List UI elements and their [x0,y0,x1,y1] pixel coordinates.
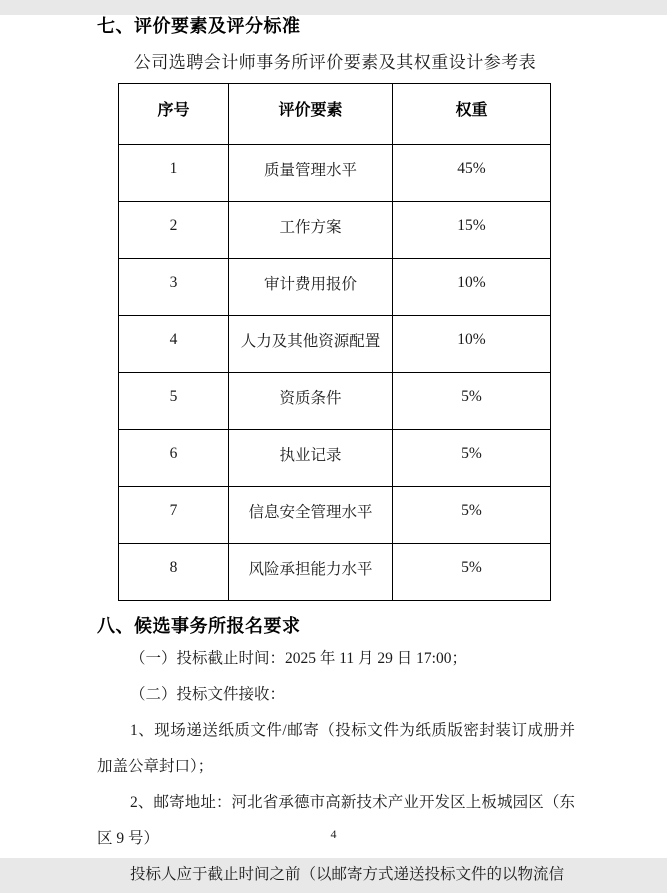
table-row [119,544,551,601]
table-cell: 风险承担能力水平 [229,544,393,601]
table-row [119,316,551,373]
table-cell: 7 [119,487,229,544]
section-7-heading: 七、评价要素及评分标准 [97,16,301,37]
paragraph-document-reception: （二）投标文件接收： [130,686,286,703]
table-row [119,373,551,430]
table-cell: 5% [393,430,551,487]
table-title: 公司选聘会计师事务所评价要素及其权重设计参考表 [133,53,537,72]
column-header-weight: 权重 [393,84,551,145]
table-cell: 5% [393,487,551,544]
table-cell: 2 [119,202,229,259]
section-8-heading: 八、候选事务所报名要求 [97,616,301,637]
table-cell: 10% [393,316,551,373]
table-cell: 45% [393,145,551,202]
table-row [119,259,551,316]
table-row [119,487,551,544]
table-body [119,145,551,601]
column-header-number: 序号 [119,84,229,145]
table-row [119,145,551,202]
paragraph-bid-deadline: （一）投标截止时间：2025 年 11 月 29 日 17:00； [130,650,467,667]
table-row [119,202,551,259]
table-cell: 工作方案 [229,202,393,259]
paragraph-mailing-address: 2、邮寄地址：河北省承德市高新技术产业开发区上板城园区（东区 9 号） [97,794,575,847]
table-row [119,84,551,145]
table-cell: 质量管理水平 [229,145,393,202]
table-cell: 人力及其他资源配置 [229,316,393,373]
document-page [0,15,667,883]
table-row [119,430,551,487]
table-cell: 执业记录 [229,430,393,487]
page-number: 4 [330,827,337,841]
column-header-factor: 评价要素 [229,84,393,145]
table-cell: 6 [119,430,229,487]
table-cell: 5 [119,373,229,430]
paragraph-deadline-note: 投标人应于截止时间之前（以邮寄方式递送投标文件的以物流信 [130,866,565,883]
table-cell: 10% [393,259,551,316]
table-cell: 3 [119,259,229,316]
table-cell: 资质条件 [229,373,393,430]
section-8-body [97,641,575,893]
table-cell: 15% [393,202,551,259]
table-header-row [119,84,551,145]
table-cell: 5% [393,373,551,430]
evaluation-weight-table [118,83,551,601]
table-cell: 信息安全管理水平 [229,487,393,544]
table-cell: 8 [119,544,229,601]
table-cell: 审计费用报价 [229,259,393,316]
table-cell: 4 [119,316,229,373]
table-cell: 5% [393,544,551,601]
paragraph-delivery-method: 1、现场递送纸质文件/邮寄（投标文件为纸质版密封装订成册并加盖公章封口）； [97,722,575,775]
table-cell: 1 [119,145,229,202]
